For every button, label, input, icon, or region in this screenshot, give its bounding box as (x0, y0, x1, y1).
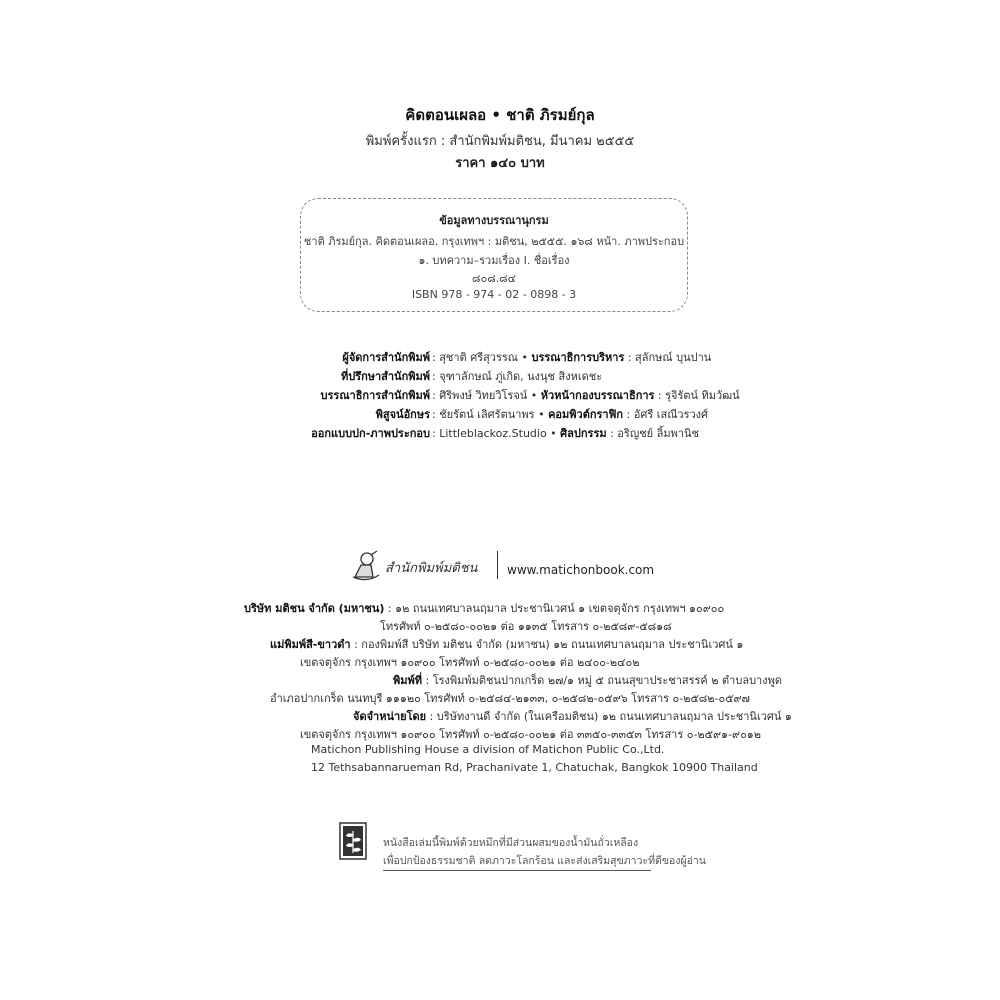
credit-value: : Littleblackoz.Studio • ศิลปกรรม : อริญชย์ ลิ้มพานิช (432, 427, 700, 440)
english-line-1: Matichon Publishing House a division of Matichon Public Co.,Ltd. (311, 743, 665, 756)
credit-row (0, 348, 1000, 364)
credit-value: : ศิริพงษ์ วิทยวิโรจน์ • หัวหน้ากองบรรณาธิการ : รุจิรัตน์ ทิมวัฒน์ (432, 389, 740, 402)
distributor-line (353, 707, 792, 725)
eco-notice-underline (383, 870, 651, 871)
distributor-value: : บริษัทงานดี จำกัด (ในเครือมติชน) ๑๒ ถนนเทศบาลนฤมาล ประชานิเวศน์ ๑ (426, 710, 792, 723)
distributor-label: จัดจำหน่ายโดย (353, 710, 427, 723)
printer-line-2: อำเภอปากเกร็ด นนทบุรี ๑๑๑๒๐ โทรศัพท์ ๐-๒๕๘๔-๒๑๓๓, ๐-๒๕๘๒-๐๕๙๖ โทรสาร ๐-๒๕๘๒-๐๕๙๗ (270, 692, 750, 705)
credit-row (0, 367, 1000, 383)
credit-label: ที่ปรึกษาสำนักพิมพ์ (340, 370, 430, 383)
credit-row (0, 386, 1000, 402)
publisher-logo-text: สำนักพิมพ์มติชน (385, 561, 478, 576)
color-separation-line-2: เขตจตุจักร กรุงเทพฯ ๑๐๙๐๐ โทรศัพท์ ๐-๒๕๘๐-๐๐๒๑ ต่อ ๒๔๐๐-๒๔๐๒ (300, 656, 640, 669)
credit-value: : จุฑาลักษณ์ ภู่เกิด, นงนุช สิงหเดชะ (432, 370, 603, 383)
eco-notice-line-2: เพื่อปกป้องธรรมชาติ ลดภาวะโลกร้อน และส่งเสริมสุขภาวะที่ดีของผู้อ่าน (383, 855, 706, 867)
cip-line-3: ๘๐๘.๘๔ (472, 272, 516, 285)
printer-line (393, 671, 782, 689)
company-phone: โทรศัพท์ ๐-๒๕๘๐-๐๐๒๑ ต่อ ๑๑๓๕ โทรสาร ๐-๒๕๘๙-๕๘๑๘ (380, 620, 672, 633)
credit-label: ผู้จัดการสำนักพิมพ์ (342, 351, 430, 364)
distributor-line-2: เขตจตุจักร กรุงเทพฯ ๑๐๙๐๐ โทรศัพท์ ๐-๒๕๘๐-๐๐๒๑ ต่อ ๓๓๕๐-๓๓๕๓ โทรสาร ๐-๒๕๙๑-๙๐๑๒ (300, 728, 762, 741)
credit-label: พิสูจน์อักษร (375, 408, 430, 421)
company-address: : ๑๒ ถนนเทศบาลนฤมาล ประชานิเวศน์ ๑ เขตจตุจักร กรุงเทพฯ ๑๐๙๐๐ (384, 602, 725, 615)
cip-line-2: ๑. บทความ–รวมเรื่อง I. ชื่อเรื่อง (418, 254, 570, 267)
first-print-info: พิมพ์ครั้งแรก : สำนักพิมพ์มติชน, มีนาคม ๒๕๕๕ (365, 134, 635, 149)
cip-isbn: ISBN 978 - 974 - 02 - 0898 - 3 (411, 288, 577, 301)
color-separation-line (270, 635, 743, 653)
eco-notice-line-1: หนังสือเล่มนี้พิมพ์ด้วยหมึกที่มีส่วนผสมของน้ำมันถั่วเหลือง (383, 837, 639, 849)
publisher-logo (345, 547, 495, 583)
cip-box (300, 198, 688, 312)
color-separation-value: : กองพิมพ์สี บริษัท มติชน จำกัด (มหาชน) ๑๒ ถนนเทศบาลนฤมาล ประชานิเวศน์ ๑ (350, 638, 744, 651)
printer-value: : โรงพิมพ์มติชนปากเกร็ด ๒๗/๑ หมู่ ๕ ถนนสุขาประชาสรรค์ ๒ ตำบลบางพูด (422, 674, 783, 687)
credit-row (0, 424, 1000, 440)
credit-value: : สุชาติ ศรีสุวรรณ • บรรณาธิการบริหาร : สุลักษณ์ บุนปาน (432, 351, 712, 364)
credit-label: ออกแบบปก-ภาพประกอบ (311, 427, 430, 440)
printer-label: พิมพ์ที่ (393, 674, 423, 687)
logo-divider (497, 551, 498, 579)
credit-row (0, 405, 1000, 421)
company-line (244, 599, 724, 617)
book-title: คิดตอนเผลอ • ชาติ ภิรมย์กุล (405, 106, 595, 124)
credit-value: : ชัยรัตน์ เลิศรัตนาพร • คอมพิวต์กราฟิก : อัศรี เสณีวรวงศ์ (432, 408, 709, 421)
english-line-2: 12 Tethsabannarueman Rd, Prachanivate 1, Chatuchak, Bangkok 10900 Thailand (311, 761, 758, 774)
company-label: บริษัท มติชน จำกัด (มหาชน) (244, 602, 385, 615)
credit-label: บรรณาธิการสำนักพิมพ์ (320, 389, 430, 402)
website-link[interactable]: www.matichonbook.com (507, 563, 655, 577)
color-separation-label: แม่พิมพ์สี-ขาวดำ (270, 638, 351, 651)
price: ราคา ๑๔๐ บาท (455, 156, 545, 171)
cip-heading: ข้อมูลทางบรรณานุกรม (439, 214, 549, 227)
eco-book-leaf-icon (339, 822, 369, 862)
cip-line-1: ชาติ ภิรมย์กุล. คิดตอนเผลอ. กรุงเทพฯ : มติชน, ๒๕๕๕. ๑๖๘ หน้า. ภาพประกอบ (303, 235, 685, 248)
